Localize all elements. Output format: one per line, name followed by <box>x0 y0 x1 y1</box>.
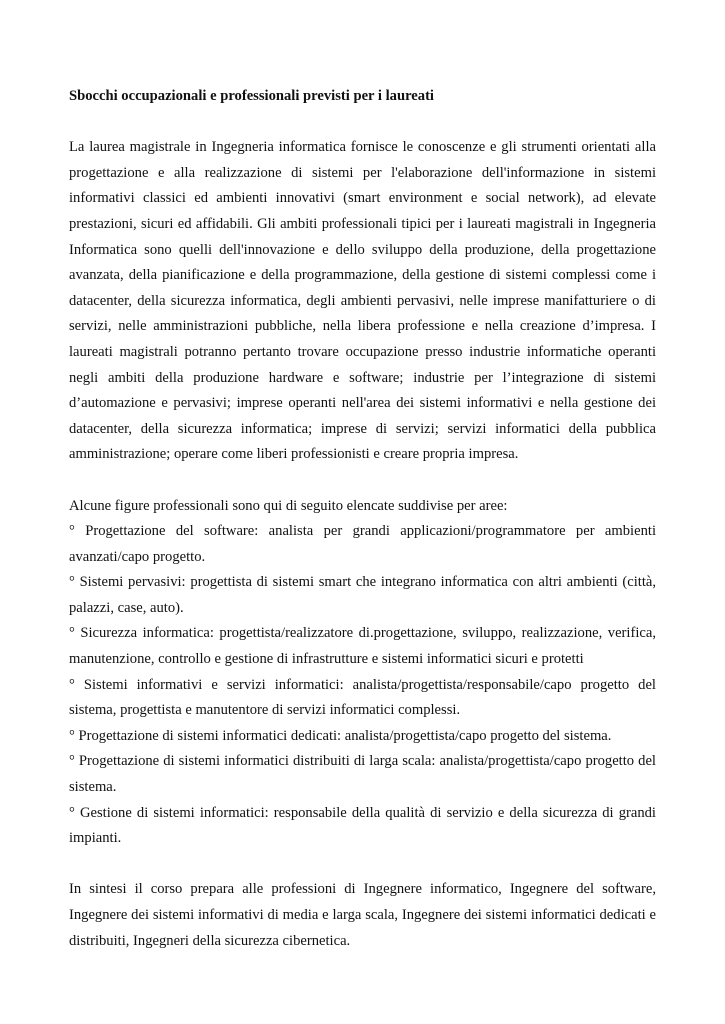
list-item-text: Gestione di sistemi informatici: responsabile della qualità di servizio e della sicurezza di grandi impianti. <box>69 804 656 847</box>
bullet-marker: ° <box>69 727 75 744</box>
bullet-marker: ° <box>69 523 75 540</box>
summary-paragraph: In sintesi il corso prepara alle professioni di Ingegnere informatico, Ingegnere del software, Ingegnere dei sistemi informativi di media e larga scala, Ingegnere dei sistemi informatici dedicati e distribuiti, Ingegneri della sicurezza cibernetica. <box>69 881 656 949</box>
list-intro: Alcune figure professionali sono qui di seguito elencate suddivise per aree: <box>69 497 508 514</box>
document-page <box>69 84 656 954</box>
list-item-text: Progettazione di sistemi informatici distribuiti di larga scala: analista/progettista/capo progetto del sistema. <box>69 753 656 796</box>
bullet-marker: ° <box>69 753 75 770</box>
list-item <box>69 801 656 852</box>
list-item <box>69 673 656 724</box>
bullet-marker: ° <box>69 574 75 591</box>
list-item-text: Sicurezza informatica: progettista/realizzatore di.progettazione, sviluppo, realizzazione, verifica, manutenzione, controllo e gestione di infrastrutture e sistemi informatici sicuri e protetti <box>69 625 656 668</box>
list-item <box>69 749 656 800</box>
list-item-text: Sistemi informativi e servizi informatici: analista/progettista/responsabile/capo progetto del sistema, progettista e manutentore di servizi informatici complessi. <box>69 676 656 719</box>
list-item <box>69 570 656 621</box>
list-item <box>69 519 656 570</box>
bullet-marker: ° <box>69 676 75 693</box>
intro-paragraph: La laurea magistrale in Ingegneria informatica fornisce le conoscenze e gli strumenti orientati alla progettazione e alla realizzazione di sistemi per l'elaborazione dell'informazione in sistemi informativi classici ed ambienti innovativi (smart environment e social network), ad elevate prestazioni, sicuri ed affidabili. Gli ambiti professionali tipici per i laureati magistrali in Ingegneria Informatica sono quelli dell'innovazione e dello sviluppo della produzione, della progettazione avanzata, della pianificazione e della programmazione, della gestione di sistemi complessi come i datacenter, della sicurezza informatica, degli ambienti pervasivi, nelle imprese manifatturiere o di servizi, nelle amministrazioni pubbliche, nella libera professione e nella creazione d’impresa. I laureati magistrali potranno pertanto trovare occupazione presso industrie informatiche operanti negli ambiti della produzione hardware e software; industrie per l’integrazione di sistemi d’automazione e pervasivi; imprese operanti nell'area dei sistemi informativi e nella gestione dei datacenter, della sicurezza informatica; imprese di servizi; servizi informatici della pubblica amministrazione; operare come liberi professionisti e creare propria impresa. <box>69 139 656 463</box>
section-heading: Sbocchi occupazionali e professionali previsti per i laureati <box>69 88 434 104</box>
list-item-text: Progettazione del software: analista per grandi applicazioni/programmatore per ambienti avanzati/capo progetto. <box>69 523 656 565</box>
professional-figures-list <box>69 494 656 852</box>
bullet-marker: ° <box>69 804 75 821</box>
list-item-text: Progettazione di sistemi informatici dedicati: analista/progettista/capo progetto del sistema. <box>78 727 612 744</box>
list-item-text: Sistemi pervasivi: progettista di sistemi smart che integrano informatica con altri ambienti (città, palazzi, case, auto). <box>69 574 657 616</box>
list-item <box>69 724 656 750</box>
list-item <box>69 621 656 672</box>
bullet-marker: ° <box>69 625 75 642</box>
